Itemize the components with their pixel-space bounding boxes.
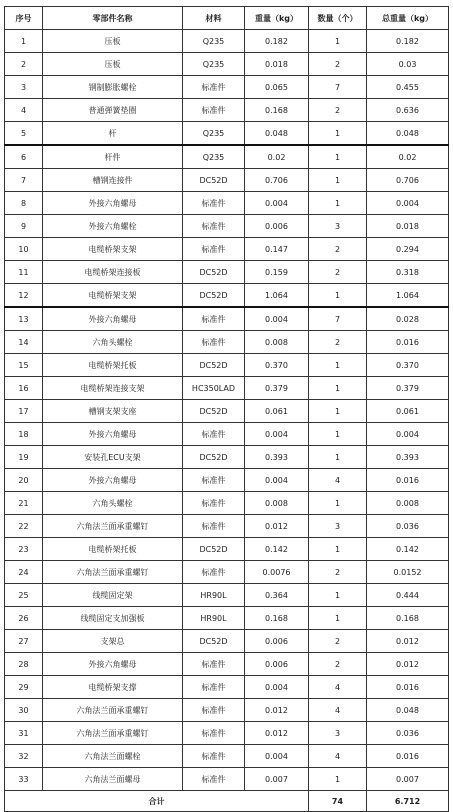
cell-no: 20 [5, 469, 43, 492]
table-row [5, 469, 449, 492]
cell-material: DC52D [183, 261, 245, 284]
table-row [5, 284, 449, 308]
cell-quantity: 3 [309, 215, 367, 238]
cell-weight: 0.370 [245, 354, 309, 377]
cell-part-name: 杆 [43, 122, 183, 146]
cell-material: HC350LAD [183, 377, 245, 400]
cell-material: Q235 [183, 30, 245, 53]
cell-no: 5 [5, 122, 43, 146]
table-row [5, 76, 449, 99]
cell-total-weight: 0.048 [367, 699, 449, 722]
cell-part-name: 外接六角螺母 [43, 307, 183, 331]
total-row [5, 791, 449, 812]
cell-quantity: 2 [309, 331, 367, 354]
cell-material: Q235 [183, 145, 245, 169]
cell-material: 标准件 [183, 768, 245, 791]
cell-total-weight: 0.016 [367, 331, 449, 354]
table-row [5, 607, 449, 630]
cell-material: DC52D [183, 284, 245, 308]
cell-part-name: 电缆桥架支架 [43, 284, 183, 308]
cell-material: 标准件 [183, 492, 245, 515]
cell-no: 24 [5, 561, 43, 584]
cell-no: 30 [5, 699, 43, 722]
table-row [5, 423, 449, 446]
cell-weight: 0.008 [245, 331, 309, 354]
cell-quantity: 1 [309, 423, 367, 446]
table-row [5, 30, 449, 53]
cell-weight: 0.012 [245, 722, 309, 745]
cell-material: 标准件 [183, 469, 245, 492]
cell-weight: 0.004 [245, 192, 309, 215]
cell-total-weight: 0.004 [367, 423, 449, 446]
cell-part-name: 六角法兰面承重螺钉 [43, 561, 183, 584]
cell-total-weight: 0.142 [367, 538, 449, 561]
cell-quantity: 4 [309, 699, 367, 722]
cell-no: 12 [5, 284, 43, 308]
cell-no: 2 [5, 53, 43, 76]
cell-total-weight: 0.012 [367, 653, 449, 676]
cell-material: 标准件 [183, 699, 245, 722]
table-row [5, 630, 449, 653]
cell-quantity: 1 [309, 377, 367, 400]
cell-total-weight: 0.048 [367, 122, 449, 146]
table-row [5, 307, 449, 331]
cell-total-weight: 0.0152 [367, 561, 449, 584]
cell-part-name: 支架总 [43, 630, 183, 653]
cell-total-weight: 0.444 [367, 584, 449, 607]
table-row [5, 122, 449, 146]
cell-quantity: 1 [309, 768, 367, 791]
header-no: 序号 [5, 7, 43, 30]
cell-weight: 0.018 [245, 53, 309, 76]
cell-quantity: 2 [309, 630, 367, 653]
cell-part-name: 槽钢连接件 [43, 169, 183, 192]
cell-weight: 0.364 [245, 584, 309, 607]
cell-part-name: 外接六角螺栓 [43, 215, 183, 238]
table-row [5, 722, 449, 745]
cell-quantity: 7 [309, 307, 367, 331]
cell-part-name: 六角法兰面承重螺钉 [43, 722, 183, 745]
cell-material: DC52D [183, 630, 245, 653]
cell-weight: 0.02 [245, 145, 309, 169]
cell-quantity: 1 [309, 538, 367, 561]
cell-quantity: 1 [309, 584, 367, 607]
table-row [5, 99, 449, 122]
cell-part-name: 六角头螺栓 [43, 492, 183, 515]
cell-total-weight: 0.455 [367, 76, 449, 99]
cell-no: 26 [5, 607, 43, 630]
cell-no: 9 [5, 215, 43, 238]
cell-material: 标准件 [183, 561, 245, 584]
cell-quantity: 1 [309, 145, 367, 169]
cell-no: 7 [5, 169, 43, 192]
cell-no: 18 [5, 423, 43, 446]
cell-quantity: 1 [309, 400, 367, 423]
cell-total-weight: 0.636 [367, 99, 449, 122]
cell-part-name: 六角法兰面承重螺钉 [43, 515, 183, 538]
table-row [5, 53, 449, 76]
cell-weight: 0.004 [245, 423, 309, 446]
cell-no: 1 [5, 30, 43, 53]
parts-weight-table [4, 6, 449, 812]
cell-part-name: 六角法兰面螺栓 [43, 745, 183, 768]
cell-part-name: 线缆固定支加强板 [43, 607, 183, 630]
cell-no: 17 [5, 400, 43, 423]
cell-weight: 0.004 [245, 676, 309, 699]
cell-material: 标准件 [183, 331, 245, 354]
cell-no: 19 [5, 446, 43, 469]
cell-weight: 1.064 [245, 284, 309, 308]
cell-quantity: 1 [309, 284, 367, 308]
cell-weight: 0.061 [245, 400, 309, 423]
cell-weight: 0.012 [245, 515, 309, 538]
cell-no: 14 [5, 331, 43, 354]
cell-quantity: 2 [309, 99, 367, 122]
cell-quantity: 1 [309, 169, 367, 192]
cell-weight: 0.006 [245, 215, 309, 238]
cell-total-weight: 0.016 [367, 469, 449, 492]
header-total-weight: 总重量（kg） [367, 7, 449, 30]
cell-total-weight: 0.294 [367, 238, 449, 261]
cell-total-weight: 0.706 [367, 169, 449, 192]
cell-weight: 0.393 [245, 446, 309, 469]
table-row [5, 515, 449, 538]
cell-weight: 0.065 [245, 76, 309, 99]
cell-no: 29 [5, 676, 43, 699]
cell-weight: 0.048 [245, 122, 309, 146]
cell-weight: 0.004 [245, 745, 309, 768]
table-row [5, 699, 449, 722]
cell-part-name: 六角头螺栓 [43, 331, 183, 354]
cell-total-weight: 0.02 [367, 145, 449, 169]
header-part-name: 零部件名称 [43, 7, 183, 30]
table-body [5, 30, 449, 791]
cell-no: 23 [5, 538, 43, 561]
cell-material: DC52D [183, 400, 245, 423]
cell-material: Q235 [183, 122, 245, 146]
table-row [5, 584, 449, 607]
cell-total-weight: 0.036 [367, 722, 449, 745]
cell-part-name: 电缆桥架连接板 [43, 261, 183, 284]
total-quantity: 74 [309, 791, 367, 812]
total-weight: 6.712 [367, 791, 449, 812]
cell-quantity: 3 [309, 722, 367, 745]
header-weight: 重量（kg） [245, 7, 309, 30]
cell-quantity: 1 [309, 607, 367, 630]
cell-material: 标准件 [183, 515, 245, 538]
cell-no: 8 [5, 192, 43, 215]
cell-part-name: 压板 [43, 53, 183, 76]
table-row [5, 331, 449, 354]
cell-material: 标准件 [183, 423, 245, 446]
header-quantity: 数量（个） [309, 7, 367, 30]
cell-part-name: 槽钢支架支座 [43, 400, 183, 423]
cell-part-name: 安装孔ECU支架 [43, 446, 183, 469]
cell-weight: 0.147 [245, 238, 309, 261]
cell-no: 6 [5, 145, 43, 169]
cell-part-name: 六角法兰面承重螺钉 [43, 699, 183, 722]
cell-material: 标准件 [183, 722, 245, 745]
cell-part-name: 外接六角螺母 [43, 653, 183, 676]
cell-part-name: 电缆桥架支架 [43, 238, 183, 261]
cell-quantity: 1 [309, 354, 367, 377]
cell-material: 标准件 [183, 192, 245, 215]
header-row [5, 7, 449, 30]
table-row [5, 377, 449, 400]
cell-no: 25 [5, 584, 43, 607]
cell-quantity: 1 [309, 30, 367, 53]
cell-part-name: 电缆桥架连接支架 [43, 377, 183, 400]
cell-no: 4 [5, 99, 43, 122]
cell-no: 3 [5, 76, 43, 99]
table-row [5, 400, 449, 423]
cell-part-name: 外接六角螺母 [43, 192, 183, 215]
cell-quantity: 2 [309, 653, 367, 676]
cell-total-weight: 0.012 [367, 630, 449, 653]
cell-no: 27 [5, 630, 43, 653]
cell-weight: 0.379 [245, 377, 309, 400]
cell-no: 13 [5, 307, 43, 331]
cell-no: 28 [5, 653, 43, 676]
cell-material: Q235 [183, 53, 245, 76]
cell-total-weight: 0.061 [367, 400, 449, 423]
cell-part-name: 钢制膨胀螺栓 [43, 76, 183, 99]
table-row [5, 261, 449, 284]
cell-total-weight: 0.004 [367, 192, 449, 215]
cell-part-name: 普通弹簧垫圈 [43, 99, 183, 122]
cell-no: 16 [5, 377, 43, 400]
cell-total-weight: 0.008 [367, 492, 449, 515]
table-row [5, 446, 449, 469]
table-row [5, 145, 449, 169]
cell-weight: 0.007 [245, 768, 309, 791]
cell-material: 标准件 [183, 215, 245, 238]
cell-total-weight: 0.370 [367, 354, 449, 377]
cell-total-weight: 1.064 [367, 284, 449, 308]
cell-quantity: 4 [309, 676, 367, 699]
cell-quantity: 1 [309, 446, 367, 469]
cell-weight: 0.142 [245, 538, 309, 561]
table-row [5, 215, 449, 238]
cell-total-weight: 0.016 [367, 745, 449, 768]
cell-total-weight: 0.168 [367, 607, 449, 630]
cell-material: DC52D [183, 538, 245, 561]
table-row [5, 561, 449, 584]
cell-total-weight: 0.182 [367, 30, 449, 53]
table-row [5, 768, 449, 791]
cell-material: 标准件 [183, 238, 245, 261]
cell-weight: 0.168 [245, 99, 309, 122]
cell-quantity: 4 [309, 469, 367, 492]
cell-material: HR90L [183, 584, 245, 607]
cell-part-name: 电缆桥架支撑 [43, 676, 183, 699]
cell-material: 标准件 [183, 76, 245, 99]
cell-part-name: 线缆固定架 [43, 584, 183, 607]
cell-part-name: 杆件 [43, 145, 183, 169]
cell-total-weight: 0.018 [367, 215, 449, 238]
cell-part-name: 压板 [43, 30, 183, 53]
cell-weight: 0.006 [245, 630, 309, 653]
cell-quantity: 1 [309, 122, 367, 146]
table-row [5, 538, 449, 561]
table-row [5, 169, 449, 192]
cell-total-weight: 0.007 [367, 768, 449, 791]
cell-no: 31 [5, 722, 43, 745]
cell-weight: 0.008 [245, 492, 309, 515]
cell-no: 21 [5, 492, 43, 515]
cell-no: 11 [5, 261, 43, 284]
cell-quantity: 7 [309, 76, 367, 99]
cell-total-weight: 0.028 [367, 307, 449, 331]
cell-weight: 0.182 [245, 30, 309, 53]
header-material: 材料 [183, 7, 245, 30]
cell-weight: 0.004 [245, 469, 309, 492]
cell-material: DC52D [183, 169, 245, 192]
cell-weight: 0.006 [245, 653, 309, 676]
cell-quantity: 2 [309, 261, 367, 284]
cell-total-weight: 0.016 [367, 676, 449, 699]
cell-no: 33 [5, 768, 43, 791]
cell-material: 标准件 [183, 676, 245, 699]
cell-material: 标准件 [183, 99, 245, 122]
cell-weight: 0.706 [245, 169, 309, 192]
cell-weight: 0.004 [245, 307, 309, 331]
cell-material: DC52D [183, 446, 245, 469]
cell-weight: 0.0076 [245, 561, 309, 584]
cell-part-name: 外接六角螺母 [43, 469, 183, 492]
cell-part-name: 电缆桥架托板 [43, 538, 183, 561]
cell-quantity: 1 [309, 192, 367, 215]
cell-weight: 0.159 [245, 261, 309, 284]
cell-material: DC52D [183, 354, 245, 377]
total-label: 合计 [5, 791, 309, 812]
cell-quantity: 2 [309, 561, 367, 584]
cell-quantity: 4 [309, 745, 367, 768]
cell-quantity: 1 [309, 492, 367, 515]
cell-total-weight: 0.393 [367, 446, 449, 469]
table-row [5, 653, 449, 676]
table-row [5, 238, 449, 261]
cell-quantity: 2 [309, 53, 367, 76]
cell-no: 32 [5, 745, 43, 768]
cell-material: 标准件 [183, 307, 245, 331]
cell-total-weight: 0.379 [367, 377, 449, 400]
cell-no: 15 [5, 354, 43, 377]
cell-quantity: 3 [309, 515, 367, 538]
cell-part-name: 外接六角螺母 [43, 423, 183, 446]
cell-part-name: 六角法兰面螺母 [43, 768, 183, 791]
cell-no: 10 [5, 238, 43, 261]
table-row [5, 676, 449, 699]
cell-material: HR90L [183, 607, 245, 630]
cell-total-weight: 0.318 [367, 261, 449, 284]
cell-weight: 0.168 [245, 607, 309, 630]
cell-weight: 0.012 [245, 699, 309, 722]
table-row [5, 745, 449, 768]
cell-material: 标准件 [183, 745, 245, 768]
table-row [5, 354, 449, 377]
table-row [5, 192, 449, 215]
cell-quantity: 2 [309, 238, 367, 261]
cell-no: 22 [5, 515, 43, 538]
cell-part-name: 电缆桥架托板 [43, 354, 183, 377]
table-row [5, 492, 449, 515]
cell-total-weight: 0.03 [367, 53, 449, 76]
cell-material: 标准件 [183, 653, 245, 676]
cell-total-weight: 0.036 [367, 515, 449, 538]
